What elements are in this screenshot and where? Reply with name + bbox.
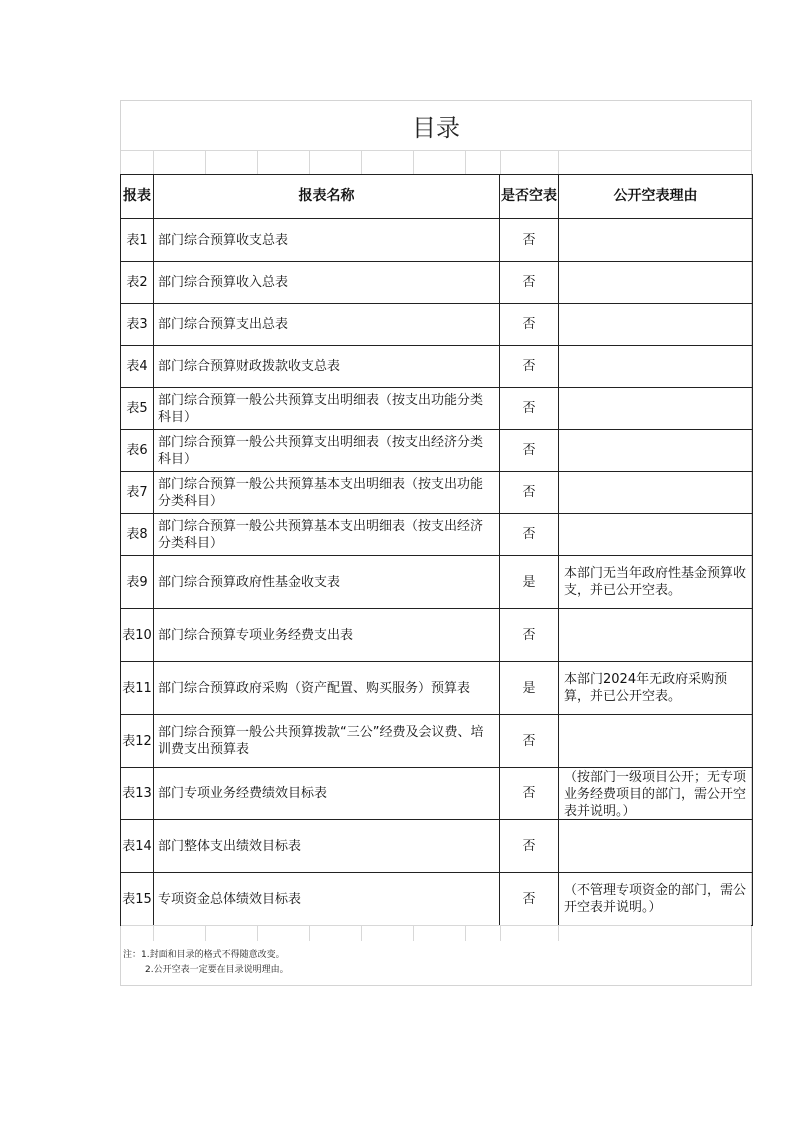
row-reason	[559, 820, 753, 873]
row-name: 部门综合预算专项业务经费支出表	[154, 609, 500, 662]
row-reason	[559, 388, 753, 430]
row-name: 部门综合预算收入总表	[154, 262, 500, 304]
row-name: 部门综合预算一般公共预算拨款“三公”经费及会议费、培训费支出预算表	[154, 715, 500, 768]
row-code: 表13	[121, 768, 154, 820]
row-reason	[559, 768, 753, 820]
row-is-empty: 否	[500, 430, 559, 472]
row-name: 部门专项业务经费绩效目标表	[154, 768, 500, 820]
row-is-empty: 否	[500, 873, 559, 926]
row-code: 表5	[121, 388, 154, 430]
header-code: 报表	[121, 175, 154, 219]
row-reason	[559, 304, 753, 346]
row-name: 部门综合预算一般公共预算基本支出明细表（按支出功能分类科目）	[154, 472, 500, 514]
footnote-2: 2.公开空表一定要在目录说明理由。	[145, 965, 289, 975]
row-is-empty: 否	[500, 346, 559, 388]
table-row	[121, 873, 753, 926]
row-is-empty: 否	[500, 262, 559, 304]
row-code: 表7	[121, 472, 154, 514]
row-is-empty: 否	[500, 219, 559, 262]
row-code: 表4	[121, 346, 154, 388]
row-code: 表12	[121, 715, 154, 768]
spacer-row-top	[121, 150, 751, 174]
catalog-table	[120, 174, 753, 926]
row-reason	[559, 219, 753, 262]
table-row	[121, 715, 753, 768]
row-reason	[559, 346, 753, 388]
row-code: 表15	[121, 873, 154, 926]
row-is-empty: 否	[500, 514, 559, 556]
row-name: 部门综合预算支出总表	[154, 304, 500, 346]
row-is-empty: 否	[500, 820, 559, 873]
table-row	[121, 609, 753, 662]
table-row	[121, 430, 753, 472]
row-name: 部门综合预算一般公共预算基本支出明细表（按支出经济分类科目）	[154, 514, 500, 556]
table-row	[121, 219, 753, 262]
table-row	[121, 820, 753, 873]
footnotes	[123, 948, 289, 978]
header-name: 报表名称	[154, 175, 500, 219]
header-reason: 公开空表理由	[559, 175, 753, 219]
row-reason	[559, 715, 753, 768]
table-row	[121, 556, 753, 609]
row-reason: 本部门无当年政府性基金预算收支，并已公开空表。	[559, 556, 753, 609]
row-name: 部门综合预算一般公共预算支出明细表（按支出功能分类科目）	[154, 388, 500, 430]
table-row	[121, 262, 753, 304]
row-is-empty: 否	[500, 768, 559, 820]
row-reason	[559, 609, 753, 662]
row-reason	[559, 472, 753, 514]
row-name: 部门综合预算政府性基金收支表	[154, 556, 500, 609]
row-is-empty: 是	[500, 662, 559, 715]
row-is-empty: 否	[500, 304, 559, 346]
table-row	[121, 472, 753, 514]
row-reason-text: （按部门一级项目公开；无专项业务经费项目的部门，需公开空表并说明。）	[564, 770, 747, 818]
row-code: 表14	[121, 820, 154, 873]
table-header-row	[121, 175, 753, 219]
row-code: 表10	[121, 609, 154, 662]
row-code: 表6	[121, 430, 154, 472]
header-is-empty: 是否空表	[500, 175, 559, 219]
row-is-empty: 是	[500, 556, 559, 609]
row-is-empty: 否	[500, 609, 559, 662]
row-name: 部门综合预算政府采购（资产配置、购买服务）预算表	[154, 662, 500, 715]
spacer-row-bottom	[121, 925, 751, 941]
row-is-empty: 否	[500, 388, 559, 430]
row-code: 表2	[121, 262, 154, 304]
row-code: 表11	[121, 662, 154, 715]
page-title: 目录	[412, 113, 460, 142]
row-reason	[559, 514, 753, 556]
row-is-empty: 否	[500, 715, 559, 768]
row-reason: （不管理专项资金的部门，需公开空表并说明。）	[559, 873, 753, 926]
row-code: 表9	[121, 556, 154, 609]
row-code: 表1	[121, 219, 154, 262]
table-row	[121, 304, 753, 346]
table-row	[121, 662, 753, 715]
table-row	[121, 388, 753, 430]
footnote-1: 注：1.封面和目录的格式不得随意改变。	[123, 950, 285, 960]
row-name: 部门综合预算收支总表	[154, 219, 500, 262]
row-reason: 本部门2024年无政府采购预算，并已公开空表。	[559, 662, 753, 715]
table-row	[121, 346, 753, 388]
row-code: 表8	[121, 514, 154, 556]
row-is-empty: 否	[500, 472, 559, 514]
row-name: 部门综合预算财政拨款收支总表	[154, 346, 500, 388]
row-reason	[559, 262, 753, 304]
table-row	[121, 768, 753, 820]
row-name: 专项资金总体绩效目标表	[154, 873, 500, 926]
row-name: 部门综合预算一般公共预算支出明细表（按支出经济分类科目）	[154, 430, 500, 472]
row-name: 部门整体支出绩效目标表	[154, 820, 500, 873]
table-row	[121, 514, 753, 556]
row-code: 表3	[121, 304, 154, 346]
row-reason	[559, 430, 753, 472]
